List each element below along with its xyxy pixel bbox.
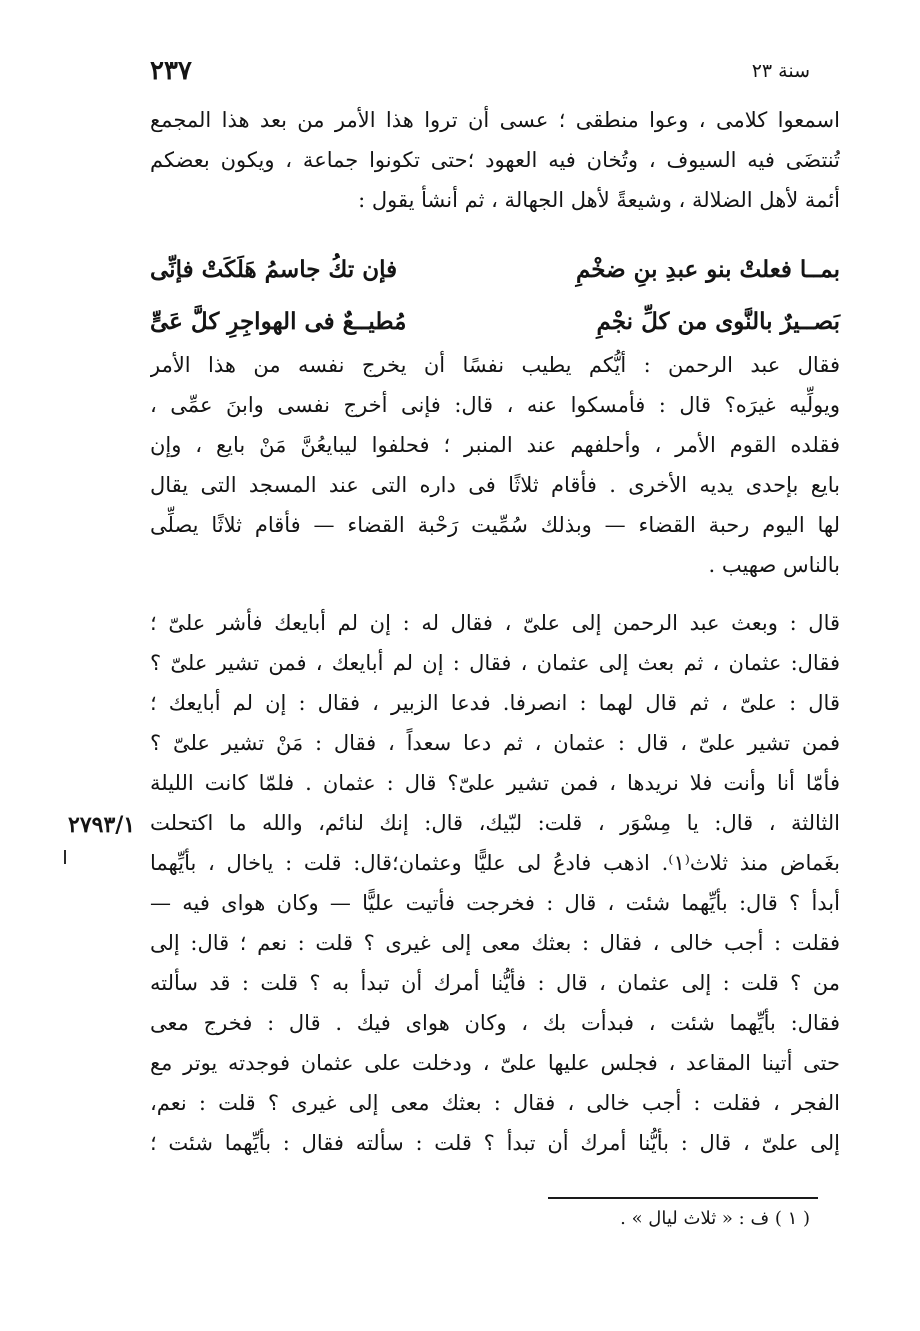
text-line: الثالثة ، قال: يا مِسْوَر ، قلت: لبّيك، قال: إنك لنائم، والله ما اكتحلت [150, 811, 840, 835]
text-line: فقال عبد الرحمن : أيُّكم يطيب نفسًا أن يخرج نفسه من هذا الأمر [150, 353, 840, 377]
running-header-year: سنة ٢٣ [751, 60, 810, 82]
text-line: فقلت : أجب خالى ، فقال : بعثك معى إلى غيرى ؟ قلت : نعم ؛ قال: إلى [150, 931, 840, 955]
footnote-divider [548, 1197, 818, 1199]
poem-verse [150, 244, 840, 296]
text-line: اسمعوا كلامى ، وعوا منطقى ؛ عسى أن تروا هذا الأمر من بعد هذا المجمع [150, 108, 840, 132]
poem-verse [150, 296, 840, 348]
text-line: الفجر ، فقلت : أجب خالى ، فقال : بعثك معى إلى غيرى ؟ قلت : نعم، [150, 1091, 840, 1115]
text-line: أبدأ ؟ قال: بأيِّهما شئت ، قال : فخرجت فأتيت عليًّا — وكان هواى فيه — [150, 891, 840, 915]
text-line: أئمة لأهل الضلالة ، وشيعةً لأهل الجهالة ، ثم أنشأ يقول : [358, 188, 840, 212]
page-number: ٢٣٧ [150, 56, 192, 86]
hemistich-first: بمــا فعلتْ بنو عبدِ بنِ ضخْمِ [575, 256, 840, 283]
text-line: بايع بإحدى يديه الأخرى . فأقام ثلاثًا فى داره التى عند المسجد التى يقال [150, 473, 840, 497]
margin-mark [64, 850, 66, 864]
paragraph-3 [150, 603, 840, 1163]
margin-reference-number: ٢٧٩٣/١ [68, 812, 136, 838]
text-line: بغَماض منذ ثلاث⁽١⁾. اذهب فادعُ لى عليًّا وعثمان؛قال: قلت : ياخال ، بأيِّهما [150, 851, 840, 875]
text-line: ويولِّيه غيرَه؟ قال : فأمسكوا عنه ، قال: فإنى أخرج نفسى وابنَ عمِّى ، [150, 393, 840, 417]
text-line: بالناس صهيب . [708, 553, 840, 577]
text-line: فمن تشير علىّ ، قال : عثمان ، ثم دعا سعداً ، فقال : مَنْ تشير علىّ ؟ [150, 731, 840, 755]
hemistich-second: مُطيــعٌ فى الهواجِرِ كلَّ عَىٍّ [150, 308, 407, 335]
text-line: فقال: عثمان ، ثم بعث إلى عثمان ، فقال : إن لم أبايعك ، فمن تشير علىّ ؟ [150, 651, 840, 675]
text-line: إلى علىّ ، قال : بأيُّنا أمرك أن تبدأ ؟ قلت : سألته فقال : بأيِّهما شئت ؛ [150, 1131, 840, 1155]
hemistich-first: بَصــيرٌ بالنَّوى من كلِّ نجْمِ [596, 308, 840, 335]
text-line: قال : علىّ ، ثم قال لهما : انصرفا. فدعا الزبير ، فقال : إن لم أبايعك ؛ [150, 691, 840, 715]
poem [150, 244, 840, 348]
text-line: فقال: بأيِّهما شئت ، فبدأت بك ، وكان هواى فيك . قال : فخرج معى [150, 1011, 840, 1035]
text-line: من ؟ قلت : إلى عثمان ، قال : فأيُّنا أمرك أن تبدأ به ؟ قلت : قد سألته [150, 971, 840, 995]
text-line: فأمّا أنا وأنت فلا نريدها ، فمن تشير علىّ؟ قال : عثمان . فلمّا كانت الليلة [150, 771, 840, 795]
text-line: لها اليوم رحبة القضاء — وبذلك سُمِّيت رَحْبة القضاء — فأقام ثلاثًا يصلِّى [150, 513, 840, 537]
paragraph-2 [150, 345, 840, 585]
text-line: حتى أتينا المقاعد ، فجلس عليها علىّ ، ودخلت على عثمان فوجدته يوتر مع [150, 1051, 840, 1075]
text-line: تُنتضَى فيه السيوف ، وتُخان فيه العهود ؛حتى تكونوا جماعة ، ويكون بعضكم [150, 148, 840, 172]
hemistich-second: فإن تكُ جاسمُ هَلَكَتْ فإنِّى [150, 256, 398, 283]
footnote: ( ١ ) ف : « ثلاث ليال » . [620, 1208, 810, 1229]
text-line: فقلده القوم الأمر ، وأحلفهم عند المنبر ؛ فحلفوا ليبايعُنَّ مَنْ بايع ، وإن [150, 433, 840, 457]
paragraph-1 [150, 100, 840, 220]
text-line: قال : وبعث عبد الرحمن إلى علىّ ، فقال له : إن لم أبايعك فأشر علىّ ؛ [150, 611, 840, 635]
